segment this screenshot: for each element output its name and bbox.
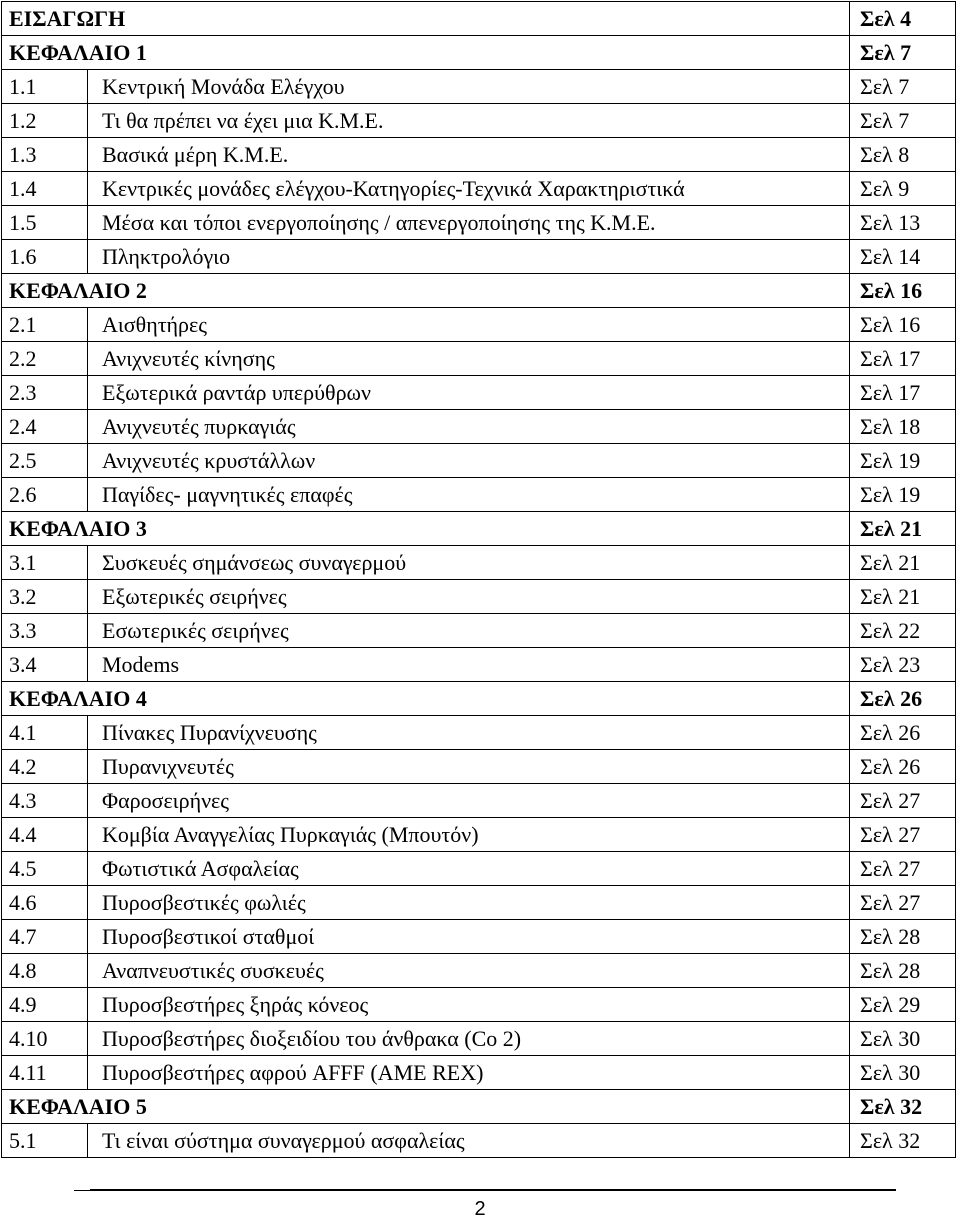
- section-number: 4.1: [2, 716, 88, 750]
- section-number: 1.6: [2, 240, 88, 274]
- section-title: Ανιχνευτές κίνησης: [88, 342, 850, 376]
- toc-section-row: [2, 614, 956, 648]
- toc-section-row: [2, 444, 956, 478]
- section-number: 2.1: [2, 308, 88, 342]
- toc-section-row: [2, 172, 956, 206]
- section-title: Εσωτερικές σειρήνες: [88, 614, 850, 648]
- toc-section-row: [2, 70, 956, 104]
- toc-body: [2, 2, 956, 1158]
- section-title: Εξωτερικές σειρήνες: [88, 580, 850, 614]
- section-title: Πυροσβεστήρες αφρού AFFF (AME REX): [88, 1056, 850, 1090]
- table-of-contents: [1, 1, 956, 1158]
- chapter-title: ΚΕΦΑΛΑΙΟ 4: [2, 682, 850, 716]
- toc-section-row: [2, 988, 956, 1022]
- section-title: Πληκτρολόγιο: [88, 240, 850, 274]
- section-number: 4.6: [2, 886, 88, 920]
- section-page-ref: Σελ 27: [850, 784, 956, 818]
- toc-section-row: [2, 750, 956, 784]
- section-page-ref: Σελ 17: [850, 342, 956, 376]
- toc-chapter-row: [2, 36, 956, 70]
- section-number: 1.4: [2, 172, 88, 206]
- section-title: Modems: [88, 648, 850, 682]
- section-number: 2.3: [2, 376, 88, 410]
- section-page-ref: Σελ 29: [850, 988, 956, 1022]
- toc-section-row: [2, 206, 956, 240]
- section-page-ref: Σελ 28: [850, 920, 956, 954]
- section-title: Αναπνευστικές συσκευές: [88, 954, 850, 988]
- toc-section-row: [2, 308, 956, 342]
- section-title: Πυρανιχνευτές: [88, 750, 850, 784]
- section-number: 2.4: [2, 410, 88, 444]
- section-page-ref: Σελ 27: [850, 886, 956, 920]
- section-number: 5.1: [2, 1124, 88, 1158]
- section-title: Συσκευές σημάνσεως συναγερμού: [88, 546, 850, 580]
- toc-section-row: [2, 1124, 956, 1158]
- section-number: 4.5: [2, 852, 88, 886]
- section-number: 3.2: [2, 580, 88, 614]
- section-title: Τι θα πρέπει να έχει μια Κ.Μ.Ε.: [88, 104, 850, 138]
- section-number: 4.8: [2, 954, 88, 988]
- section-page-ref: Σελ 19: [850, 444, 956, 478]
- section-page-ref: Σελ 19: [850, 478, 956, 512]
- section-title: Πυροσβεστικοί σταθμοί: [88, 920, 850, 954]
- section-number: 4.2: [2, 750, 88, 784]
- section-page-ref: Σελ 23: [850, 648, 956, 682]
- toc-section-row: [2, 478, 956, 512]
- section-title: Κεντρικές μονάδες ελέγχου-Κατηγορίες-Τεχνικά Χαρακτηριστικά: [88, 172, 850, 206]
- toc-section-row: [2, 920, 956, 954]
- section-title: Βασικά μέρη Κ.Μ.Ε.: [88, 138, 850, 172]
- section-page-ref: Σελ 21: [850, 546, 956, 580]
- toc-section-row: [2, 954, 956, 988]
- section-number: 3.1: [2, 546, 88, 580]
- chapter-title: ΚΕΦΑΛΑΙΟ 5: [2, 1090, 850, 1124]
- section-number: 4.3: [2, 784, 88, 818]
- toc-section-row: [2, 1022, 956, 1056]
- page-number: 2: [474, 1198, 486, 1220]
- chapter-title: ΕΙΣΑΓΩΓΗ: [2, 2, 850, 36]
- section-number: 4.7: [2, 920, 88, 954]
- section-page-ref: Σελ 21: [850, 580, 956, 614]
- section-page-ref: Σελ 7: [850, 104, 956, 138]
- toc-section-row: [2, 1056, 956, 1090]
- section-page-ref: Σελ 28: [850, 954, 956, 988]
- toc-section-row: [2, 852, 956, 886]
- section-page-ref: Σελ 8: [850, 138, 956, 172]
- section-number: 1.3: [2, 138, 88, 172]
- section-title: Κομβία Αναγγελίας Πυρκαγιάς (Μπουτόν): [88, 818, 850, 852]
- section-number: 4.9: [2, 988, 88, 1022]
- section-number: 2.6: [2, 478, 88, 512]
- section-page-ref: Σελ 26: [850, 716, 956, 750]
- chapter-page-ref: Σελ 26: [850, 682, 956, 716]
- section-title: Πυροσβεστήρες ξηράς κόνεος: [88, 988, 850, 1022]
- chapter-page-ref: Σελ 4: [850, 2, 956, 36]
- toc-section-row: [2, 580, 956, 614]
- section-page-ref: Σελ 22: [850, 614, 956, 648]
- section-number: 4.10: [2, 1022, 88, 1056]
- section-number: 1.2: [2, 104, 88, 138]
- section-title: Πυροσβεστικές φωλιές: [88, 886, 850, 920]
- toc-section-row: [2, 410, 956, 444]
- toc-section-row: [2, 784, 956, 818]
- chapter-page-ref: Σελ 32: [850, 1090, 956, 1124]
- toc-section-row: [2, 104, 956, 138]
- section-title: Φωτιστικά Ασφαλείας: [88, 852, 850, 886]
- toc-section-row: [2, 818, 956, 852]
- section-page-ref: Σελ 13: [850, 206, 956, 240]
- chapter-title: ΚΕΦΑΛΑΙΟ 3: [2, 512, 850, 546]
- toc-section-row: [2, 138, 956, 172]
- section-number: 2.5: [2, 444, 88, 478]
- section-number: 1.5: [2, 206, 88, 240]
- chapter-page-ref: Σελ 21: [850, 512, 956, 546]
- section-title: Πυροσβεστήρες διοξειδίου του άνθρακα (Co 2): [88, 1022, 850, 1056]
- section-number: 4.4: [2, 818, 88, 852]
- section-page-ref: Σελ 7: [850, 70, 956, 104]
- toc-chapter-row: [2, 2, 956, 36]
- section-number: 4.11: [2, 1056, 88, 1090]
- section-title: Μέσα και τόποι ενεργοποίησης / απενεργοποίησης της Κ.Μ.Ε.: [88, 206, 850, 240]
- toc-section-row: [2, 716, 956, 750]
- toc-chapter-row: [2, 512, 956, 546]
- section-title: Παγίδες- μαγνητικές επαφές: [88, 478, 850, 512]
- section-number: 3.3: [2, 614, 88, 648]
- section-number: 1.1: [2, 70, 88, 104]
- section-title: Εξωτερικά ραντάρ υπερύθρων: [88, 376, 850, 410]
- section-page-ref: Σελ 26: [850, 750, 956, 784]
- footer-rule: [74, 1190, 896, 1191]
- section-page-ref: Σελ 32: [850, 1124, 956, 1158]
- toc-section-row: [2, 376, 956, 410]
- chapter-title: ΚΕΦΑΛΑΙΟ 2: [2, 274, 850, 308]
- toc-chapter-row: [2, 1090, 956, 1124]
- toc-section-row: [2, 546, 956, 580]
- section-page-ref: Σελ 27: [850, 818, 956, 852]
- section-number: 2.2: [2, 342, 88, 376]
- toc-section-row: [2, 886, 956, 920]
- section-title: Φαροσειρήνες: [88, 784, 850, 818]
- footer-rule-thick: [90, 1189, 896, 1191]
- section-title: Ανιχνευτές πυρκαγιάς: [88, 410, 850, 444]
- section-page-ref: Σελ 16: [850, 308, 956, 342]
- section-page-ref: Σελ 30: [850, 1056, 956, 1090]
- section-title: Πίνακες Πυρανίχνευσης: [88, 716, 850, 750]
- section-number: 3.4: [2, 648, 88, 682]
- toc-chapter-row: [2, 682, 956, 716]
- section-page-ref: Σελ 30: [850, 1022, 956, 1056]
- toc-chapter-row: [2, 274, 956, 308]
- section-page-ref: Σελ 17: [850, 376, 956, 410]
- section-page-ref: Σελ 27: [850, 852, 956, 886]
- section-title: Αισθητήρες: [88, 308, 850, 342]
- section-title: Τι είναι σύστημα συναγερμού ασφαλείας: [88, 1124, 850, 1158]
- toc-section-row: [2, 648, 956, 682]
- toc-section-row: [2, 240, 956, 274]
- section-page-ref: Σελ 9: [850, 172, 956, 206]
- section-page-ref: Σελ 18: [850, 410, 956, 444]
- chapter-page-ref: Σελ 16: [850, 274, 956, 308]
- section-page-ref: Σελ 14: [850, 240, 956, 274]
- chapter-page-ref: Σελ 7: [850, 36, 956, 70]
- section-title: Κεντρική Μονάδα Ελέγχου: [88, 70, 850, 104]
- chapter-title: ΚΕΦΑΛΑΙΟ 1: [2, 36, 850, 70]
- toc-section-row: [2, 342, 956, 376]
- section-title: Ανιχνευτές κρυστάλλων: [88, 444, 850, 478]
